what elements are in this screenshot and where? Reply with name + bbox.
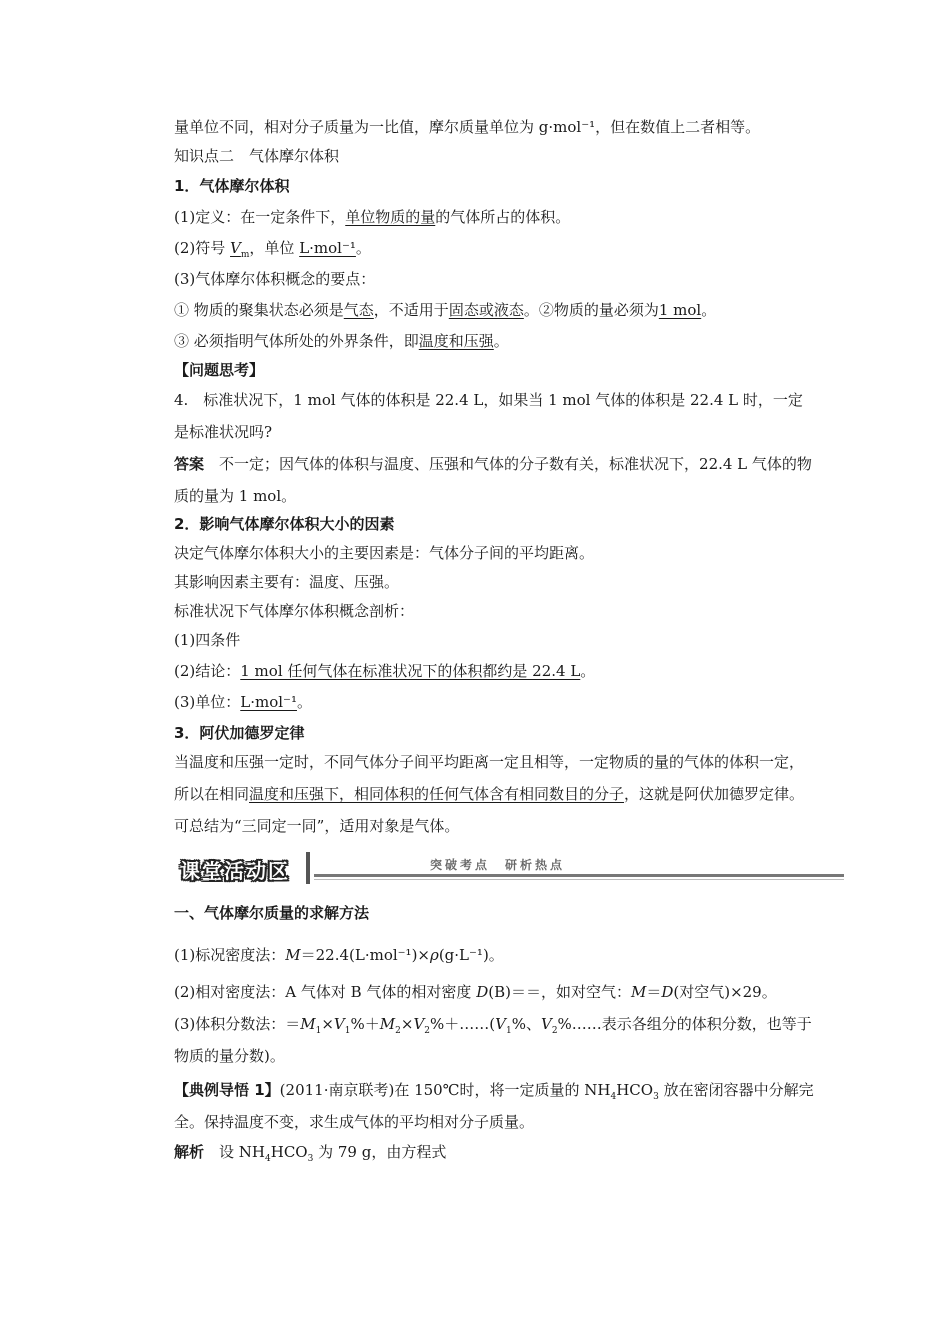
text-line: 决定气体摩尔体积大小的主要因素是：气体分子间的平均距离。 — [174, 544, 595, 562]
heading-gas-molar-volume: 1．气体摩尔体积 — [174, 177, 290, 195]
blank-answer: 固态或液态 — [448, 301, 524, 319]
blank-answer: 1 mol 任何气体在标准状况下的体积都约是 22.4 L — [240, 662, 581, 680]
methods-section — [174, 903, 814, 1162]
text-line: (1)四条件 — [174, 631, 241, 649]
blank-answer: 温度和压强 — [418, 332, 494, 350]
document-body — [174, 117, 814, 842]
answer-text: 答案 不一定；因气体的体积与温度、压强和气体的分子数有关，标准状况下，22.4 L 气体的物质的量为 1 mol。 — [174, 455, 812, 505]
banner-subtitle: 突破考点 研析热点 — [430, 858, 566, 872]
blank-answer: 温度和压强下，相同体积的任何气体含有相同数目的分子 — [249, 785, 625, 803]
conclusion-line: (2)结论：1 mol 任何气体在标准状况下的体积都约是 22.4 L。 — [174, 662, 596, 680]
key-point-3: ③ 必须指明气体所处的外界条件，即温度和压强。 — [174, 332, 509, 350]
blank-answer: L·mol⁻¹ — [240, 693, 297, 711]
text-line: 标准状况下气体摩尔体积概念剖析： — [174, 602, 415, 620]
blank-answer: 气态 — [343, 301, 374, 319]
banner-tab — [174, 852, 310, 884]
banner-rule — [314, 874, 844, 877]
text-line: (3)气体摩尔体积概念的要点： — [174, 270, 376, 288]
blank-answer: 1 mol — [658, 301, 702, 319]
solution-line: 解析 设 $NH_4HCO_3$ 为 79 g，由方程式 — [174, 1143, 447, 1164]
blank-answer: 单位物质的量 — [345, 208, 436, 226]
banner-title: 课堂活动区 — [180, 859, 290, 883]
method-2: (2)相对密度法：A 气体对 B 气体的相对密度 D(B)＝＝，如对空气：M＝D(对空气)×29。 — [174, 983, 777, 1001]
question-heading: 【问题思考】 — [174, 361, 265, 379]
avogadro-paragraph: 当温度和压强一定时，不同气体分子间平均距离一定且相等，一定物质的量的气体的体积一定，所以在相同温度和压强下，相同体积的任何气体含有相同数目的分子，这就是阿伏加德罗定律。可总结为“三同定一同”，适用对象是气体。 — [174, 753, 805, 835]
symbol-line: (2)符号 $V_m$，单位 L·mol⁻¹。 — [174, 239, 371, 260]
method-1: (1)标况密度法：M＝22.4(L·mol⁻¹)×ρ(g·L⁻¹)。 — [174, 946, 504, 964]
blank-answer: L·mol⁻¹ — [299, 239, 356, 257]
text-line: 量单位不同，相对分子质量为一比值，摩尔质量单位为 g·mol⁻¹，但在数值上二者相等。 — [174, 118, 761, 136]
heading-avogadro-law: 3．阿伏加德罗定律 — [174, 724, 305, 742]
key-point-1: ① 物质的聚集状态必须是气态，不适用于固态或液态。②物质的量必须为1 mol。 — [174, 301, 717, 319]
section-title: 知识点二 气体摩尔体积 — [174, 147, 340, 165]
definition-line: (1)定义：在一定条件下，单位物质的量的气体所占的体积。 — [174, 208, 571, 226]
blank-answer: $V_m$ — [230, 239, 250, 260]
text-line: 其影响因素主要有：温度、压强。 — [174, 573, 400, 591]
example-problem: 【典例导悟 1】(2011·南京联考)在 150℃时，将一定质量的 $NH_4HCO_3$ 放在密闭容器中分解完全。保持温度不变，求生成气体的平均相对分子质量。 — [174, 1081, 814, 1131]
heading-factors: 2．影响气体摩尔体积大小的因素 — [174, 515, 395, 533]
heading-molar-mass-methods: 一、气体摩尔质量的求解方法 — [174, 904, 370, 922]
unit-line: (3)单位：L·mol⁻¹。 — [174, 693, 312, 711]
classroom-activity-banner — [174, 852, 844, 886]
question-text: 4. 标准状况下，1 mol 气体的体积是 22.4 L，如果当 1 mol 气体的体积是 22.4 L 时，一定是标准状况吗? — [174, 391, 803, 441]
method-3: (3)体积分数法：$=M_1\times V_1\%+M_2\times V_2\%+\dots\dots(V_1\%$、$V_2\%\dots\dots$表示各组分的体积分数，也等于物质的量分数)。 — [174, 1015, 812, 1065]
banner-rule-thin — [314, 879, 844, 880]
